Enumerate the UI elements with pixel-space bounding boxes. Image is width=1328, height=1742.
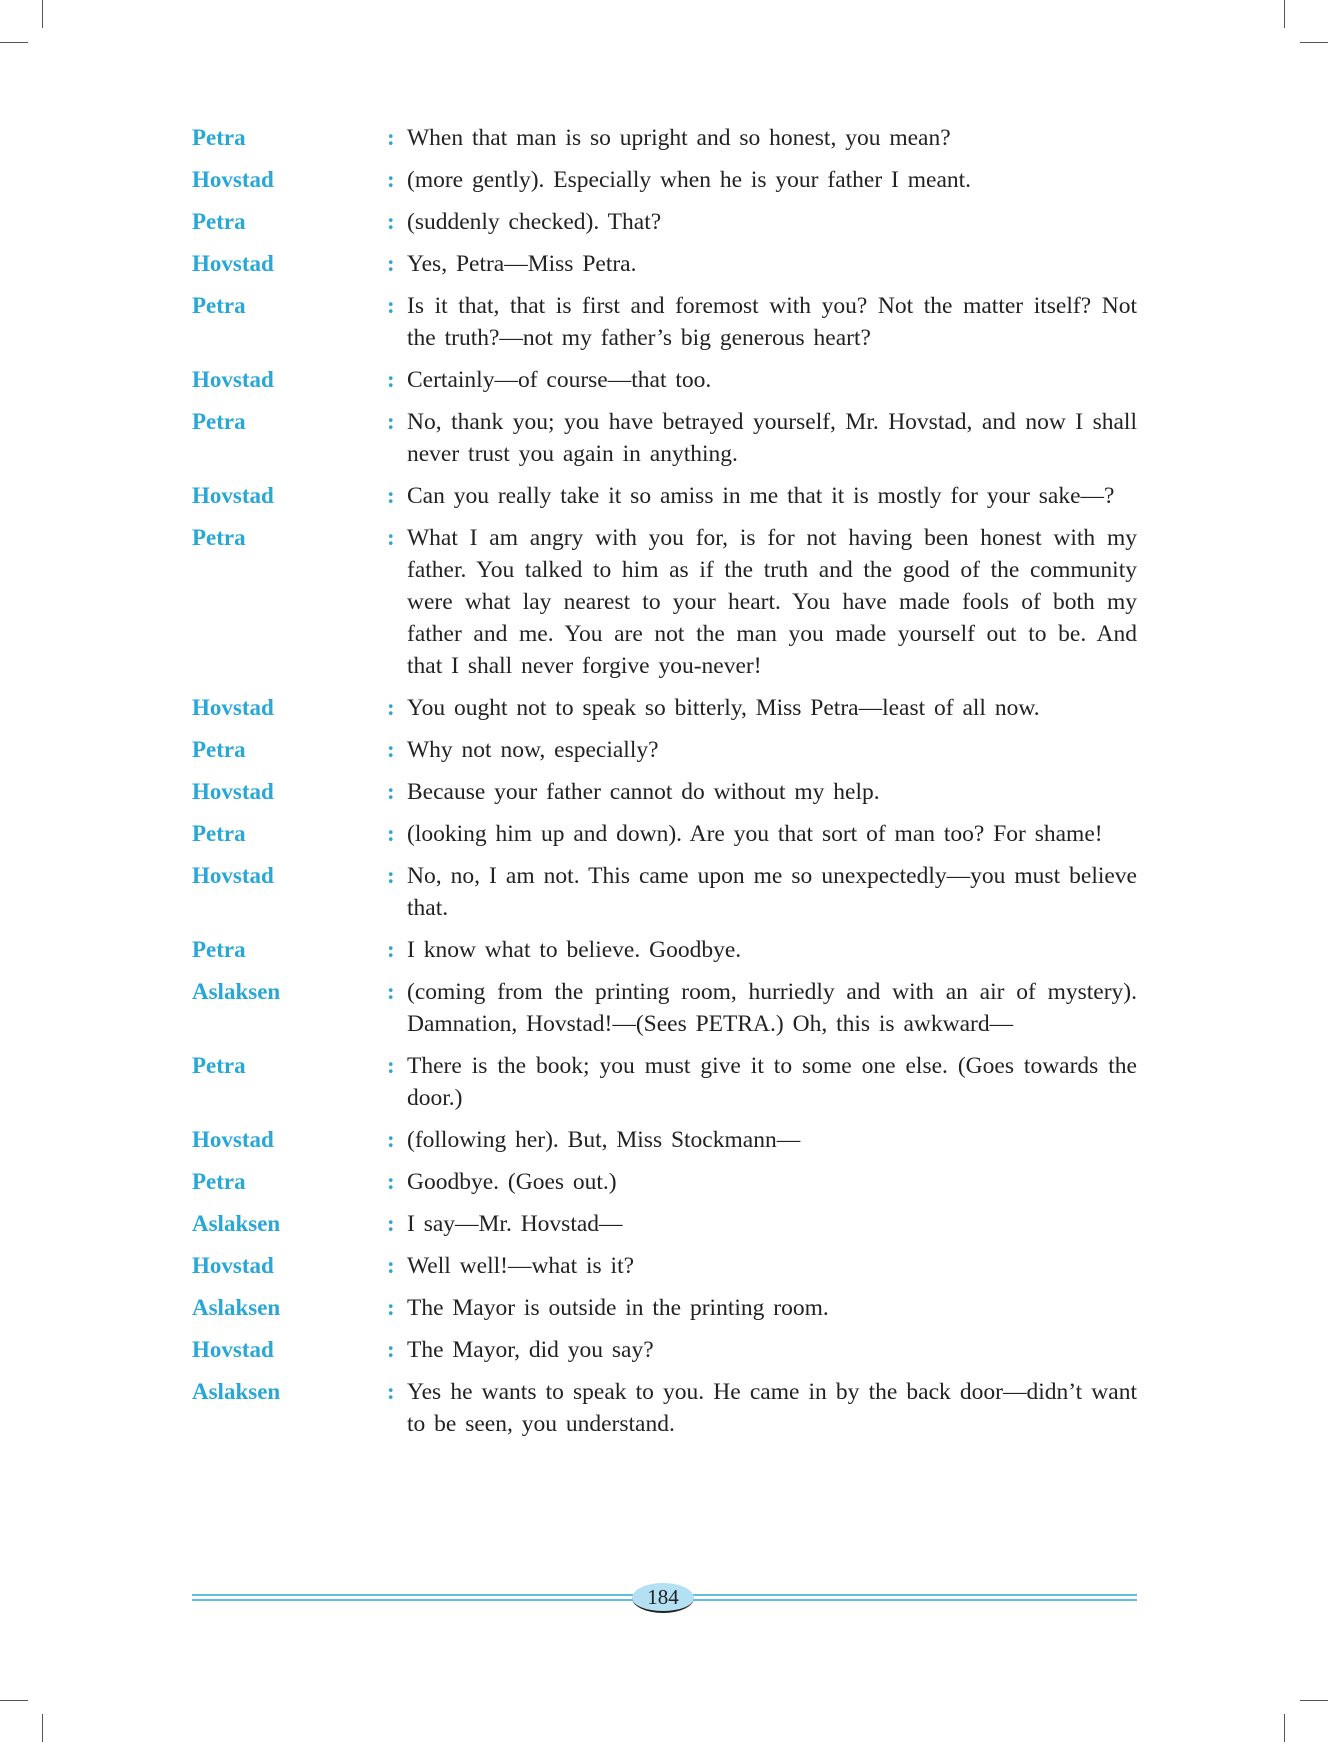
speech-text: No, no, I am not. This came upon me so unexpectedly—you must believe that.	[407, 863, 1137, 921]
dialogue-line	[192, 734, 1137, 766]
speaker-colon: :	[387, 737, 395, 762]
dialogue-line	[192, 1292, 1137, 1324]
speaker-colon: :	[387, 779, 395, 804]
crop-mark	[1284, 1714, 1285, 1742]
speech-text: Yes he wants to speak to you. He came in by the back door—didn’t want to be seen, you understand.	[407, 1379, 1137, 1437]
speaker-name: Hovstad	[192, 1127, 274, 1152]
dialogue-line	[192, 1050, 1137, 1114]
dialogue-line	[192, 1334, 1137, 1366]
crop-mark	[42, 1714, 43, 1742]
speech-text: Because your father cannot do without my help.	[407, 779, 880, 805]
dialogue-line	[192, 934, 1137, 966]
speech-text: No, thank you; you have betrayed yourself, Mr. Hovstad, and now I shall never trust you again in anything.	[407, 409, 1137, 467]
crop-mark	[1300, 42, 1328, 43]
speaker-colon: :	[387, 125, 395, 150]
dialogue-block	[192, 122, 1137, 1450]
dialogue-line	[192, 1166, 1137, 1198]
speaker-name: Petra	[192, 1169, 246, 1194]
dialogue-line	[192, 122, 1137, 154]
speaker-colon: :	[387, 209, 395, 234]
speaker-colon: :	[387, 1127, 395, 1152]
speaker-colon: :	[387, 367, 395, 392]
crop-mark	[1284, 0, 1285, 28]
speaker-name: Hovstad	[192, 251, 274, 276]
speech-text: When that man is so upright and so honest, you mean?	[407, 125, 951, 151]
speaker-colon: :	[387, 251, 395, 276]
speaker-name: Aslaksen	[192, 1295, 281, 1320]
dialogue-line	[192, 406, 1137, 470]
speech-text: (following her). But, Miss Stockmann—	[407, 1127, 801, 1153]
speaker-name: Petra	[192, 1053, 246, 1078]
speaker-colon: :	[387, 821, 395, 846]
speaker-name: Hovstad	[192, 695, 274, 720]
speaker-name: Hovstad	[192, 167, 274, 192]
dialogue-line	[192, 1208, 1137, 1240]
speaker-name: Petra	[192, 125, 246, 150]
speaker-name: Hovstad	[192, 367, 274, 392]
speech-text: Certainly—of course—that too.	[407, 367, 712, 393]
speech-text: (more gently). Especially when he is your father I meant.	[407, 167, 972, 193]
speaker-colon: :	[387, 1169, 395, 1194]
speech-text: (coming from the printing room, hurriedly and with an air of mystery). Damnation, Hovstad!—(Sees PETRA.) Oh, this is awkward—	[407, 979, 1137, 1037]
speaker-colon: :	[387, 1211, 395, 1236]
dialogue-line	[192, 776, 1137, 808]
speaker-colon: :	[387, 1053, 395, 1078]
crop-mark	[0, 1700, 28, 1701]
crop-mark	[42, 0, 43, 28]
speaker-name: Hovstad	[192, 779, 274, 804]
dialogue-line	[192, 206, 1137, 238]
speaker-name: Petra	[192, 937, 246, 962]
page-footer	[192, 1580, 1137, 1616]
dialogue-line	[192, 248, 1137, 280]
speech-text: I say—Mr. Hovstad—	[407, 1211, 623, 1237]
speaker-name: Petra	[192, 409, 246, 434]
dialogue-line	[192, 860, 1137, 924]
speech-text: (suddenly checked). That?	[407, 209, 662, 235]
dialogue-line	[192, 480, 1137, 512]
speech-text: Goodbye. (Goes out.)	[407, 1169, 617, 1195]
speaker-colon: :	[387, 167, 395, 192]
speech-text: There is the book; you must give it to some one else. (Goes towards the door.)	[407, 1053, 1137, 1111]
speaker-colon: :	[387, 1295, 395, 1320]
speech-text: What I am angry with you for, is for not having been honest with my father. You talked to him as if the truth and the good of the community were what lay nearest to your heart. You have made fools of both my father and me. You are not the man you made yourself out to be. And that I shall never forgive you-never!	[407, 525, 1137, 679]
speaker-colon: :	[387, 863, 395, 888]
speech-text: Is it that, that is first and foremost with you? Not the matter itself? Not the truth?—not my father’s big generous heart?	[407, 293, 1137, 351]
speech-text: Well well!—what is it?	[407, 1253, 635, 1279]
speaker-colon: :	[387, 937, 395, 962]
dialogue-line	[192, 290, 1137, 354]
dialogue-line	[192, 692, 1137, 724]
dialogue-line	[192, 164, 1137, 196]
speaker-name: Petra	[192, 737, 246, 762]
speaker-colon: :	[387, 979, 395, 1004]
speaker-name: Aslaksen	[192, 979, 281, 1004]
dialogue-line	[192, 1250, 1137, 1282]
speaker-colon: :	[387, 483, 395, 508]
speaker-name: Hovstad	[192, 863, 274, 888]
speech-text: You ought not to speak so bitterly, Miss Petra—least of all now.	[407, 695, 1040, 721]
dialogue-line	[192, 1124, 1137, 1156]
speaker-colon: :	[387, 293, 395, 318]
speaker-colon: :	[387, 1253, 395, 1278]
speaker-colon: :	[387, 695, 395, 720]
dialogue-line	[192, 976, 1137, 1040]
speaker-colon: :	[387, 1337, 395, 1362]
speech-text: I know what to believe. Goodbye.	[407, 937, 742, 963]
dialogue-line	[192, 818, 1137, 850]
dialogue-line	[192, 522, 1137, 682]
speaker-name: Petra	[192, 293, 246, 318]
crop-mark	[1300, 1700, 1328, 1701]
speaker-name: Aslaksen	[192, 1379, 281, 1404]
speaker-name: Hovstad	[192, 1337, 274, 1362]
page-number: 184	[632, 1583, 694, 1613]
speech-text: Yes, Petra—Miss Petra.	[407, 251, 637, 277]
speaker-colon: :	[387, 409, 395, 434]
speech-text: Can you really take it so amiss in me that it is mostly for your sake—?	[407, 483, 1115, 509]
speaker-name: Hovstad	[192, 483, 274, 508]
dialogue-line	[192, 1376, 1137, 1440]
speaker-name: Petra	[192, 821, 246, 846]
crop-mark	[0, 42, 28, 43]
speaker-colon: :	[387, 1379, 395, 1404]
speaker-name: Petra	[192, 525, 246, 550]
speaker-name: Hovstad	[192, 1253, 274, 1278]
speech-text: The Mayor is outside in the printing room.	[407, 1295, 829, 1321]
speech-text: Why not now, especially?	[407, 737, 659, 763]
speaker-name: Aslaksen	[192, 1211, 281, 1236]
speaker-name: Petra	[192, 209, 246, 234]
speech-text: (looking him up and down). Are you that sort of man too? For shame!	[407, 821, 1103, 847]
dialogue-line	[192, 364, 1137, 396]
speech-text: The Mayor, did you say?	[407, 1337, 654, 1363]
speaker-colon: :	[387, 525, 395, 550]
